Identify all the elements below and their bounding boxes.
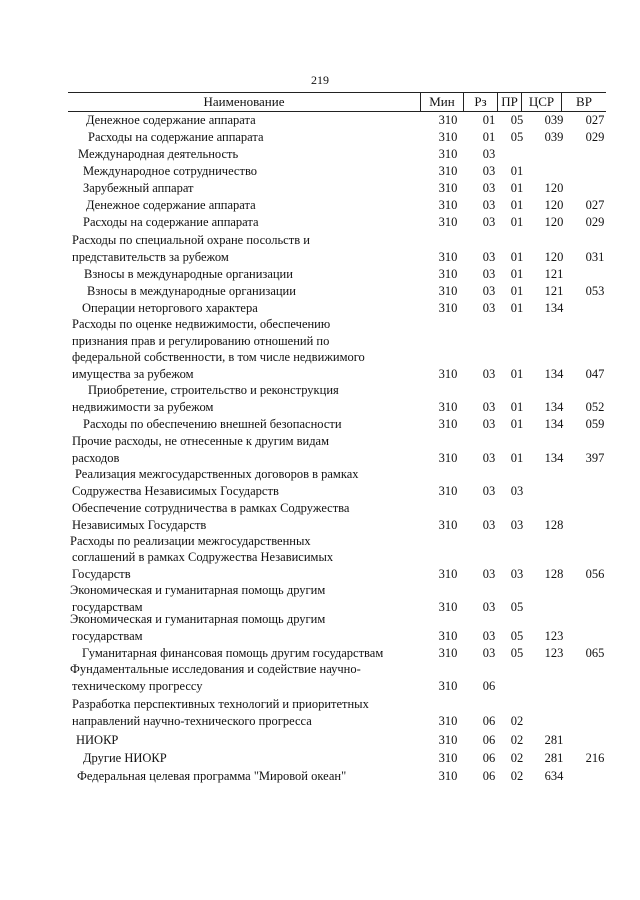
row-pr: 01 [510, 249, 524, 264]
row-min: 310 [438, 645, 458, 660]
row-pr: 05 [510, 129, 524, 144]
table-row [0, 732, 640, 749]
table-row [0, 466, 640, 499]
row-pr: 03 [510, 566, 524, 581]
table-row [0, 433, 640, 466]
table-row [0, 232, 640, 265]
row-name: Содружества Независимых Государств [72, 483, 279, 498]
row-pr: 01 [510, 283, 524, 298]
row-rz: 03 [482, 599, 496, 614]
row-csr: 128 [544, 517, 564, 532]
row-rz: 03 [482, 566, 496, 581]
table-row [0, 163, 640, 180]
row-name: Международное сотрудничество [83, 163, 258, 178]
row-name: Расходы на содержание аппарата [88, 129, 264, 144]
header-vr: ВР [561, 93, 606, 111]
table-row [0, 750, 640, 767]
row-pr: 05 [510, 599, 524, 614]
row-name: Зарубежный аппарат [83, 180, 194, 195]
row-csr: 121 [544, 266, 564, 281]
table-row [0, 611, 640, 644]
row-name: НИОКР [76, 732, 119, 747]
row-rz: 03 [482, 283, 496, 298]
row-vr: 397 [585, 450, 605, 465]
row-pr: 01 [510, 366, 524, 381]
row-name: признания прав и регулированию отношений по [72, 333, 330, 348]
table-row [0, 416, 640, 433]
row-rz: 03 [482, 399, 496, 414]
row-name: направлений научно-технического прогресса [72, 713, 312, 728]
row-name: Разработка перспективных технологий и приоритетных [72, 697, 369, 711]
row-csr: 120 [544, 180, 564, 195]
row-csr: 120 [544, 249, 564, 264]
row-rz: 03 [482, 163, 496, 178]
row-name: Расходы по оценке недвижимости, обеспечению [72, 317, 331, 331]
row-pr: 05 [510, 112, 524, 127]
row-name: Государств [72, 566, 131, 581]
row-vr: 053 [585, 283, 605, 298]
row-min: 310 [438, 450, 458, 465]
row-rz: 03 [482, 266, 496, 281]
row-name: Расходы по реализации межгосударственных [70, 533, 311, 548]
header-pr: ПР [497, 93, 521, 111]
row-csr: 634 [544, 768, 564, 783]
row-pr: 02 [510, 713, 524, 728]
row-pr: 01 [510, 450, 524, 465]
row-min: 310 [438, 214, 458, 229]
row-name: соглашений в рамках Содружества Независимых [72, 550, 334, 564]
row-pr: 02 [510, 768, 524, 783]
row-vr: 047 [585, 366, 605, 381]
row-min: 310 [438, 416, 458, 431]
row-rz: 01 [482, 112, 496, 127]
row-name: Расходы по специальной охране посольств и [72, 233, 310, 247]
row-name: государствам [72, 599, 143, 614]
row-min: 310 [438, 399, 458, 414]
row-pr: 01 [510, 163, 524, 178]
row-min: 310 [438, 146, 458, 161]
row-rz: 03 [482, 416, 496, 431]
row-name: федеральной собственности, в том числе недвижимого [72, 350, 365, 364]
table-row [0, 382, 640, 415]
table-row [0, 180, 640, 197]
row-min: 310 [438, 197, 458, 212]
row-name: Взносы в международные организации [87, 283, 296, 298]
row-name: Денежное содержание аппарата [86, 112, 256, 127]
row-vr: 052 [585, 399, 605, 414]
row-pr: 01 [510, 180, 524, 195]
row-name: Экономическая и гуманитарная помощь другим [70, 612, 326, 626]
row-min: 310 [438, 732, 458, 747]
row-min: 310 [438, 112, 458, 127]
table-row [0, 112, 640, 129]
row-rz: 06 [482, 678, 496, 693]
row-vr: 027 [585, 197, 605, 212]
table-row [0, 197, 640, 214]
table-row [0, 146, 640, 163]
row-name: техническому прогрессу [72, 678, 203, 693]
row-csr: 123 [544, 645, 564, 660]
row-min: 310 [438, 180, 458, 195]
row-csr: 281 [544, 750, 564, 765]
row-rz: 06 [482, 768, 496, 783]
page-number: 219 [311, 73, 329, 87]
row-min: 310 [438, 366, 458, 381]
row-csr: 134 [544, 366, 564, 381]
row-name: расходов [72, 450, 120, 465]
row-csr: 121 [544, 283, 564, 298]
row-rz: 03 [482, 517, 496, 532]
header-min: Мин [420, 93, 463, 111]
row-name: Федеральная целевая программа "Мировой океан" [77, 768, 347, 783]
row-name: Взносы в международные организации [84, 266, 293, 281]
table-row [0, 214, 640, 231]
table-row [0, 533, 640, 583]
row-name: Экономическая и гуманитарная помощь другим [70, 583, 326, 597]
row-min: 310 [438, 483, 458, 498]
row-rz: 06 [482, 750, 496, 765]
table-row [0, 645, 640, 662]
row-name: Обеспечение сотрудничества в рамках Содружества [72, 501, 350, 515]
row-vr: 031 [585, 249, 605, 264]
row-name: недвижимости за рубежом [72, 399, 214, 414]
row-pr: 01 [510, 266, 524, 281]
table-row [0, 661, 640, 694]
row-vr: 216 [585, 750, 605, 765]
table-header [68, 92, 606, 112]
row-name: государствам [72, 628, 143, 643]
row-min: 310 [438, 628, 458, 643]
table-row [0, 283, 640, 300]
row-pr: 01 [510, 416, 524, 431]
row-min: 310 [438, 300, 458, 315]
row-vr: 029 [585, 129, 605, 144]
row-name: Операции неторгового характера [82, 300, 258, 315]
row-vr: 029 [585, 214, 605, 229]
row-min: 310 [438, 599, 458, 614]
header-csr: ЦСР [521, 93, 561, 111]
row-pr: 03 [510, 483, 524, 498]
header-rz: Рз [463, 93, 497, 111]
row-name: Реализация межгосударственных договоров в рамках [75, 467, 359, 481]
row-min: 310 [438, 713, 458, 728]
row-name: Гуманитарная финансовая помощь другим государствам [82, 645, 384, 660]
row-csr: 039 [544, 129, 564, 144]
row-csr: 134 [544, 450, 564, 465]
row-min: 310 [438, 283, 458, 298]
row-name: Международная деятельность [78, 146, 239, 161]
row-min: 310 [438, 768, 458, 783]
row-min: 310 [438, 566, 458, 581]
row-csr: 281 [544, 732, 564, 747]
row-min: 310 [438, 678, 458, 693]
row-name: Приобретение, строительство и реконструкция [88, 383, 339, 397]
row-name: имущества за рубежом [72, 366, 194, 381]
row-rz: 03 [482, 146, 496, 161]
row-pr: 01 [510, 197, 524, 212]
row-rz: 06 [482, 732, 496, 747]
table-row [0, 300, 640, 317]
row-rz: 03 [482, 180, 496, 195]
row-vr: 027 [585, 112, 605, 127]
row-csr: 120 [544, 197, 564, 212]
row-rz: 03 [482, 249, 496, 264]
row-vr: 056 [585, 566, 605, 581]
row-rz: 03 [482, 366, 496, 381]
row-name: Прочие расходы, не отнесенные к другим видам [72, 434, 330, 448]
row-min: 310 [438, 129, 458, 144]
row-pr: 05 [510, 628, 524, 643]
row-name: Другие НИОКР [83, 750, 167, 765]
row-min: 310 [438, 750, 458, 765]
row-vr: 059 [585, 416, 605, 431]
row-csr: 134 [544, 300, 564, 315]
row-pr: 01 [510, 214, 524, 229]
row-min: 310 [438, 266, 458, 281]
row-rz: 03 [482, 300, 496, 315]
table-row [0, 316, 640, 382]
row-name: Расходы по обеспечению внешней безопасности [83, 416, 342, 431]
row-rz: 06 [482, 713, 496, 728]
row-min: 310 [438, 517, 458, 532]
row-rz: 03 [482, 197, 496, 212]
row-vr: 065 [585, 645, 605, 660]
row-csr: 123 [544, 628, 564, 643]
row-csr: 134 [544, 399, 564, 414]
table-row [0, 266, 640, 283]
table-row [0, 500, 640, 533]
table-row [0, 129, 640, 146]
row-rz: 03 [482, 628, 496, 643]
row-name: Фундаментальные исследования и содействие научно- [70, 662, 361, 676]
row-name: представительств за рубежом [72, 249, 229, 264]
row-pr: 01 [510, 300, 524, 315]
row-pr: 02 [510, 750, 524, 765]
row-rz: 01 [482, 129, 496, 144]
row-rz: 03 [482, 450, 496, 465]
row-csr: 128 [544, 566, 564, 581]
row-rz: 03 [482, 214, 496, 229]
row-pr: 03 [510, 517, 524, 532]
row-csr: 134 [544, 416, 564, 431]
row-name: Денежное содержание аппарата [86, 197, 256, 212]
row-name: Независимых Государств [72, 517, 207, 532]
table-row [0, 696, 640, 729]
row-pr: 05 [510, 645, 524, 660]
row-csr: 039 [544, 112, 564, 127]
row-pr: 01 [510, 399, 524, 414]
row-csr: 120 [544, 214, 564, 229]
row-rz: 03 [482, 645, 496, 660]
row-pr: 02 [510, 732, 524, 747]
row-name: Расходы на содержание аппарата [83, 214, 259, 229]
header-name: Наименование [203, 94, 285, 109]
row-rz: 03 [482, 483, 496, 498]
row-min: 310 [438, 163, 458, 178]
table-row [0, 768, 640, 785]
row-min: 310 [438, 249, 458, 264]
